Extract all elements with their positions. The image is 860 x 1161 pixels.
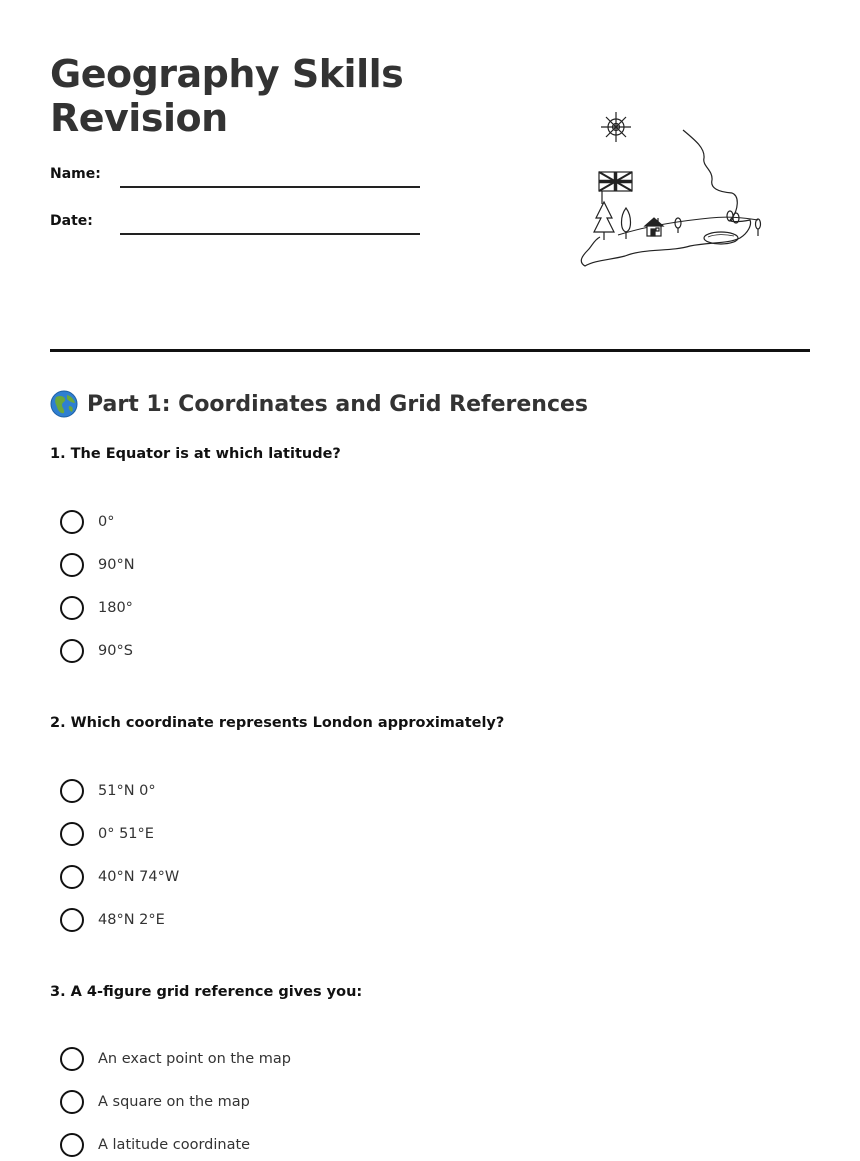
option-label: 48°N 2°E xyxy=(98,912,165,928)
name-field[interactable] xyxy=(50,166,430,196)
section-header xyxy=(50,388,588,420)
compass-icon xyxy=(601,112,631,142)
question-3: 3. A 4-figure grid reference gives you: xyxy=(50,984,363,1000)
coastline-icon xyxy=(581,130,750,266)
map-illustration-icon xyxy=(570,100,770,275)
option-q2-b[interactable] xyxy=(60,821,154,847)
option-label: 40°N 74°W xyxy=(98,869,180,885)
option-label: A square on the map xyxy=(98,1094,250,1110)
option-q1-b[interactable] xyxy=(60,552,135,578)
radio-button[interactable] xyxy=(60,1090,84,1114)
tree-icon xyxy=(594,202,631,240)
option-label: A latitude coordinate xyxy=(98,1137,251,1153)
option-q1-a[interactable] xyxy=(60,509,114,535)
name-input-line[interactable] xyxy=(120,186,420,188)
radio-button[interactable] xyxy=(60,1133,84,1157)
page-title-line-2: Revision xyxy=(50,96,228,140)
option-q2-d[interactable] xyxy=(60,907,165,933)
page-title xyxy=(50,52,470,140)
question-2: 2. Which coordinate represents London approximately? xyxy=(50,715,505,731)
date-field[interactable] xyxy=(50,213,430,243)
question-1: 1. The Equator is at which latitude? xyxy=(50,446,341,462)
option-q3-b[interactable] xyxy=(60,1089,250,1115)
option-q3-c[interactable] xyxy=(60,1132,250,1158)
page-title-line-1: Geography Skills xyxy=(50,52,404,96)
radio-button[interactable] xyxy=(60,553,84,577)
radio-button[interactable] xyxy=(60,639,84,663)
option-q1-d[interactable] xyxy=(60,638,133,664)
option-q2-a[interactable] xyxy=(60,778,156,804)
section-title: Part 1: Coordinates and Grid References xyxy=(87,391,588,417)
union-flag-icon xyxy=(599,172,632,204)
radio-button[interactable] xyxy=(60,1047,84,1071)
radio-button[interactable] xyxy=(60,596,84,620)
section-divider xyxy=(50,349,810,352)
name-label: Name: xyxy=(50,166,101,182)
house-icon xyxy=(645,218,663,236)
option-q2-c[interactable] xyxy=(60,864,179,890)
radio-button[interactable] xyxy=(60,908,84,932)
globe-icon xyxy=(50,390,78,418)
option-label: 0° 51°E xyxy=(98,826,154,842)
option-q3-a[interactable] xyxy=(60,1046,291,1072)
option-label: 0° xyxy=(98,514,115,530)
date-label: Date: xyxy=(50,213,93,229)
option-q1-c[interactable] xyxy=(60,595,133,621)
option-label: 90°N xyxy=(98,557,135,573)
option-label: 51°N 0° xyxy=(98,783,156,799)
option-label: 90°S xyxy=(98,643,133,659)
option-label: 180° xyxy=(98,600,133,616)
radio-button[interactable] xyxy=(60,822,84,846)
radio-button[interactable] xyxy=(60,865,84,889)
radio-button[interactable] xyxy=(60,510,84,534)
date-input-line[interactable] xyxy=(120,233,420,235)
option-label: An exact point on the map xyxy=(98,1051,291,1067)
radio-button[interactable] xyxy=(60,779,84,803)
